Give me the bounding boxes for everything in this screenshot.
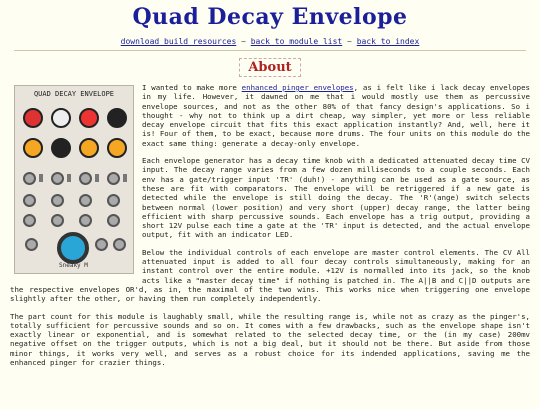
cv-knob-b — [51, 138, 71, 158]
paragraph-text: I wanted to make more — [142, 83, 242, 92]
range-switch — [95, 174, 99, 182]
decay-knob-c — [79, 108, 99, 128]
decay-knob-d — [107, 108, 127, 128]
nav-separator: ~ — [342, 37, 357, 46]
jack-icon — [51, 194, 64, 207]
nav-separator: ~ — [236, 37, 251, 46]
jack-icon — [79, 194, 92, 207]
jack-icon — [23, 172, 36, 185]
range-switch — [123, 174, 127, 182]
jack-icon — [95, 238, 108, 251]
decay-knob-a — [23, 108, 43, 128]
range-switch — [67, 174, 71, 182]
jack-icon — [25, 238, 38, 251]
jack-icon — [79, 214, 92, 227]
jack-icon — [79, 172, 92, 185]
panel-label: QUAD DECAY ENVELOPE — [33, 90, 115, 98]
page-title: Quad Decay Envelope — [132, 4, 408, 30]
section-heading: About — [239, 58, 300, 77]
range-switch — [39, 174, 43, 182]
cv-knob-a — [23, 138, 43, 158]
index-link[interactable]: back to index — [356, 37, 420, 46]
divider — [14, 50, 526, 51]
jack-icon — [23, 214, 36, 227]
jack-icon — [113, 238, 126, 251]
master-knob — [57, 232, 89, 264]
jack-icon — [51, 214, 64, 227]
paragraph-3: Below the individual controls of each envelope are master control elements. The CV All attenuated input is added to all four decay controls simultaneously, making for an instant control over the entire module. +12V is normalled into its jack, so the knob acts like a "master decay time" if nothing is patched in. The A||B and C||D outputs are the respective envelopes OR'd, as in, the maximal of the two wins. This works nice when triggering one envelope slightly after the other, or having them run completely independently. — [10, 247, 530, 304]
jack-icon — [23, 194, 36, 207]
jack-icon — [107, 214, 120, 227]
jack-icon — [107, 172, 120, 185]
paragraph-2: Each envelope generator has a decay time knob with a dedicated attenuated decay time CV input. The decay range varies from a few dozen milliseconds to a couple seconds. Each env has a gate/trigger input 'TR' (duh!) - anything can be used as a gate source, as these are fit with comparators. The envelope will be retriggered if a new gate is detected while the envelope is still doing the decay. The 'R'(ange) switch selects between normal (lower position) and very short (upper) decay range, the latter being efficient with sharp percussive sounds. Each envelope has a trig output, providing a short 12V pulse each time a gate at the 'TR' input is detected, and the actual envelope output, fit with an indicator LED. — [142, 156, 530, 240]
module-list-link[interactable]: back to module list — [250, 37, 343, 46]
download-link[interactable]: download build resources — [120, 37, 237, 46]
jack-icon — [107, 194, 120, 207]
paragraph-4: The part count for this module is laughably small, while the resulting range is, while not as crazy as the pinger's, totally sufficient for percussive sounds and so on. It comes with a few drawbacks, such as the envelope shape isn't exactly linear or exponential, and is somewhat related to the selected decay time, or the (in my case) 200mv negative offset on the trigger outputs, which is not a big deal, but it should not be there. But aside from those minor things, it works very well, and serves as a robust choice for its indended applications, saving me the enhanced pinger for crazier things. — [10, 311, 530, 368]
cv-knob-c — [79, 138, 99, 158]
enhanced-pinger-link[interactable]: enhanced pinger envelopes — [241, 83, 354, 92]
jack-icon — [51, 172, 64, 185]
module-photo — [14, 85, 134, 274]
paragraph-text: , as i felt like i lack decay envelopes in my life. However, it dawned on me that i would mostly use them as percussive envelope sources, and not as the other 80% of that fancy design's applications. So i thought - why not to think up a dirt cheap, way simpler, yet more or less reliable decay envelope circuit that fits this exact application instantly? And, well, here it is! Four of them, to be exact, because more drums. The four units on this module do the exact same thing: generate a decay-only envelope. — [142, 83, 530, 148]
nav-links — [0, 37, 540, 46]
decay-knob-b — [51, 108, 71, 128]
panel-signature: Sneaky M — [59, 262, 88, 269]
cv-knob-d — [107, 138, 127, 158]
main-content — [10, 83, 530, 367]
